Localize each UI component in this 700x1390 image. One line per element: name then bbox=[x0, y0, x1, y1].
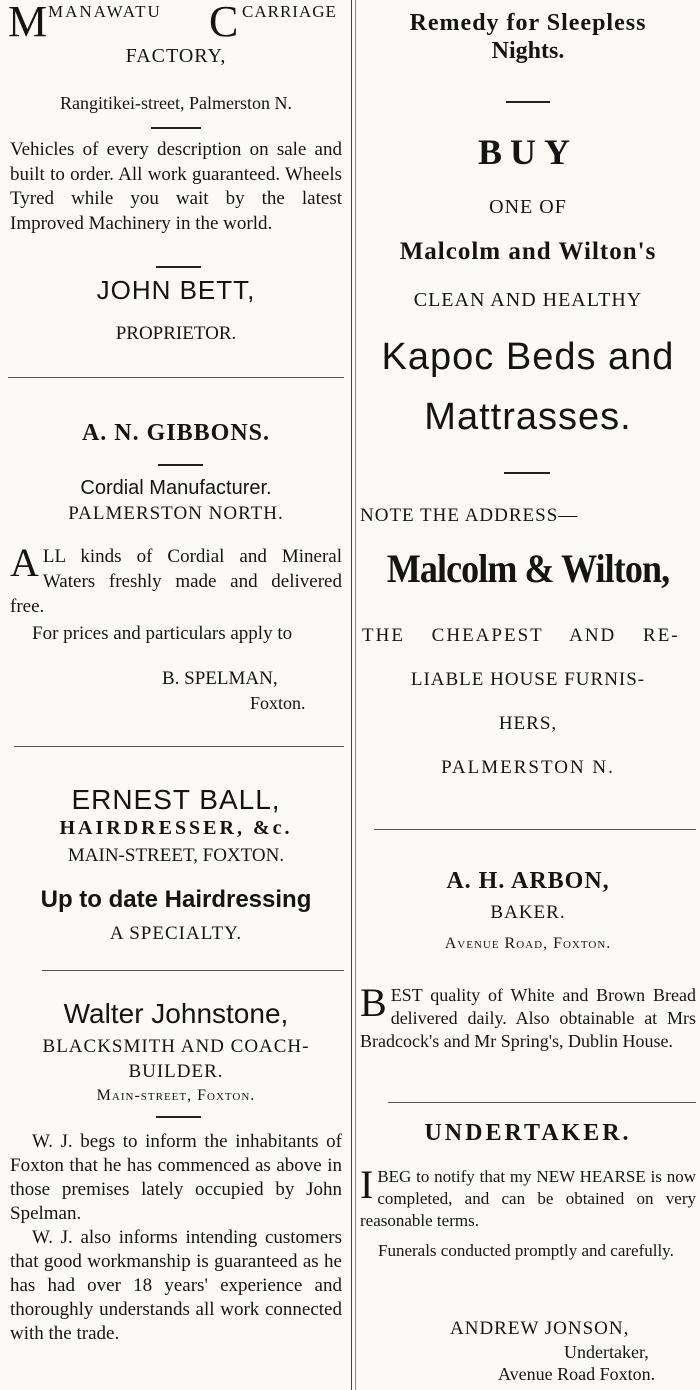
short-rule bbox=[506, 101, 550, 103]
carriage-address: Rangitikei-street, Palmerston N. bbox=[60, 93, 292, 113]
ball-trade: HAIRDRESSER, &c. bbox=[59, 817, 293, 839]
johnstone-address: Main-street, Foxton. bbox=[96, 1087, 256, 1104]
undertaker-funerals: Funerals conducted promptly and carefully. bbox=[378, 1241, 674, 1260]
arbon-trade: BAKER. bbox=[490, 902, 566, 923]
right-column bbox=[358, 0, 698, 1390]
ad-separator bbox=[8, 377, 344, 378]
gibbons-agent: B. SPELMAN, bbox=[162, 668, 278, 689]
beds-firm-big: Malcolm & Wilton, bbox=[386, 546, 670, 591]
gibbons-body: ALL kinds of Cordial and Mineral Waters freshly made and delivered free. bbox=[10, 540, 342, 617]
gibbons-town: PALMERSTON NORTH. bbox=[68, 503, 284, 524]
beds-cheapest-1: THE CHEAPEST AND RE- bbox=[362, 625, 680, 646]
arbon-name: A. H. ARBON, bbox=[446, 868, 610, 894]
drop-cap: A bbox=[10, 540, 39, 585]
beds-note: NOTE THE ADDRESS— bbox=[360, 505, 579, 526]
beds-headline-1: Remedy for Sleepless bbox=[409, 10, 647, 36]
left-column bbox=[6, 0, 346, 1390]
carriage-title-a: MANAWATU bbox=[48, 2, 162, 21]
ball-tagline: Up to date Hairdressing bbox=[40, 886, 312, 913]
gibbons-agent-town: Foxton. bbox=[250, 693, 306, 713]
gibbons-trade: Cordial Manufacturer. bbox=[80, 477, 272, 499]
drop-cap: I bbox=[360, 1162, 374, 1207]
short-rule bbox=[158, 464, 203, 466]
beds-one-of: ONE OF bbox=[489, 196, 567, 218]
ad-separator bbox=[388, 1102, 696, 1103]
ad-separator bbox=[42, 970, 344, 971]
short-rule bbox=[151, 127, 201, 129]
arbon-body: BEST quality of White and Brown Bread delivered daily. Also obtainable at Mrs Bradcock's and Mr Spring's, Dublin House. bbox=[360, 980, 696, 1051]
beds-clean: CLEAN AND HEALTHY bbox=[413, 289, 643, 311]
short-rule bbox=[156, 1116, 201, 1118]
ball-name: ERNEST BALL, bbox=[71, 784, 281, 815]
johnstone-body-2: W. J. also informs intending customers that good workmanship is guaranteed as he has had over 18 years' experience and thoroughly understands all work connected with the trade. bbox=[10, 1227, 342, 1344]
undertaker-address: Avenue Road Foxton. bbox=[498, 1364, 656, 1384]
ball-specialty: A SPECIALTY. bbox=[109, 923, 243, 944]
beds-product-2: Mattrasses. bbox=[424, 396, 632, 438]
ad-separator bbox=[14, 746, 344, 747]
ball-address: MAIN-STREET, FOXTON. bbox=[67, 845, 285, 866]
beds-cheapest-3: HERS, bbox=[498, 713, 558, 734]
drop-cap: B bbox=[360, 980, 387, 1025]
johnstone-trade-2: BUILDER. bbox=[128, 1061, 224, 1082]
undertaker-heading: UNDERTAKER. bbox=[424, 1120, 632, 1146]
johnstone-body-1: W. J. begs to inform the inhabitants of Foxton that he has commenced as above in those premises lately occupied by John Spelman. bbox=[10, 1131, 342, 1224]
johnstone-name: Walter Johnstone, bbox=[63, 998, 289, 1029]
carriage-title-row: M MANAWATU C CARRIAGE bbox=[8, 0, 337, 46]
beds-product-1: Kapoc Beds and bbox=[381, 336, 675, 378]
carriage-proprietor-role: PROPRIETOR. bbox=[115, 323, 237, 344]
carriage-body: Vehicles of every description on sale and built to order. All work guaranteed. Wheels Tyred while you wait by the latest Improved Machinery in the world. bbox=[10, 139, 342, 234]
beds-buy: BUY bbox=[477, 132, 578, 172]
column-divider bbox=[351, 0, 352, 1390]
gibbons-name: A. N. GIBBONS. bbox=[81, 420, 271, 446]
short-rule bbox=[156, 266, 201, 268]
carriage-factory-label: FACTORY, bbox=[125, 45, 227, 67]
beds-headline-2: Nights. bbox=[491, 38, 565, 64]
undertaker-name: ANDREW JONSON, bbox=[450, 1318, 630, 1339]
johnstone-trade-1: BLACKSMITH AND COACH- bbox=[42, 1036, 310, 1057]
gibbons-prices: For prices and particulars apply to bbox=[32, 623, 293, 644]
beds-firm: Malcolm and Wilton's bbox=[399, 238, 657, 265]
short-rule bbox=[504, 472, 550, 474]
column-divider-inner bbox=[355, 0, 356, 1390]
beds-cheapest-2: LIABLE HOUSE FURNIS- bbox=[410, 669, 646, 690]
arbon-address: Avenue Road, Foxton. bbox=[444, 935, 612, 952]
ad-separator bbox=[374, 829, 696, 830]
carriage-title-b: CARRIAGE bbox=[242, 2, 337, 21]
undertaker-body: IBEG to notify that my NEW HEARSE is now completed, and can be obtained on very reasonable terms. bbox=[360, 1162, 696, 1230]
undertaker-role: Undertaker, bbox=[564, 1342, 649, 1362]
beds-town: PALMERSTON N. bbox=[441, 757, 615, 778]
carriage-proprietor-name: JOHN BETT, bbox=[96, 275, 256, 305]
